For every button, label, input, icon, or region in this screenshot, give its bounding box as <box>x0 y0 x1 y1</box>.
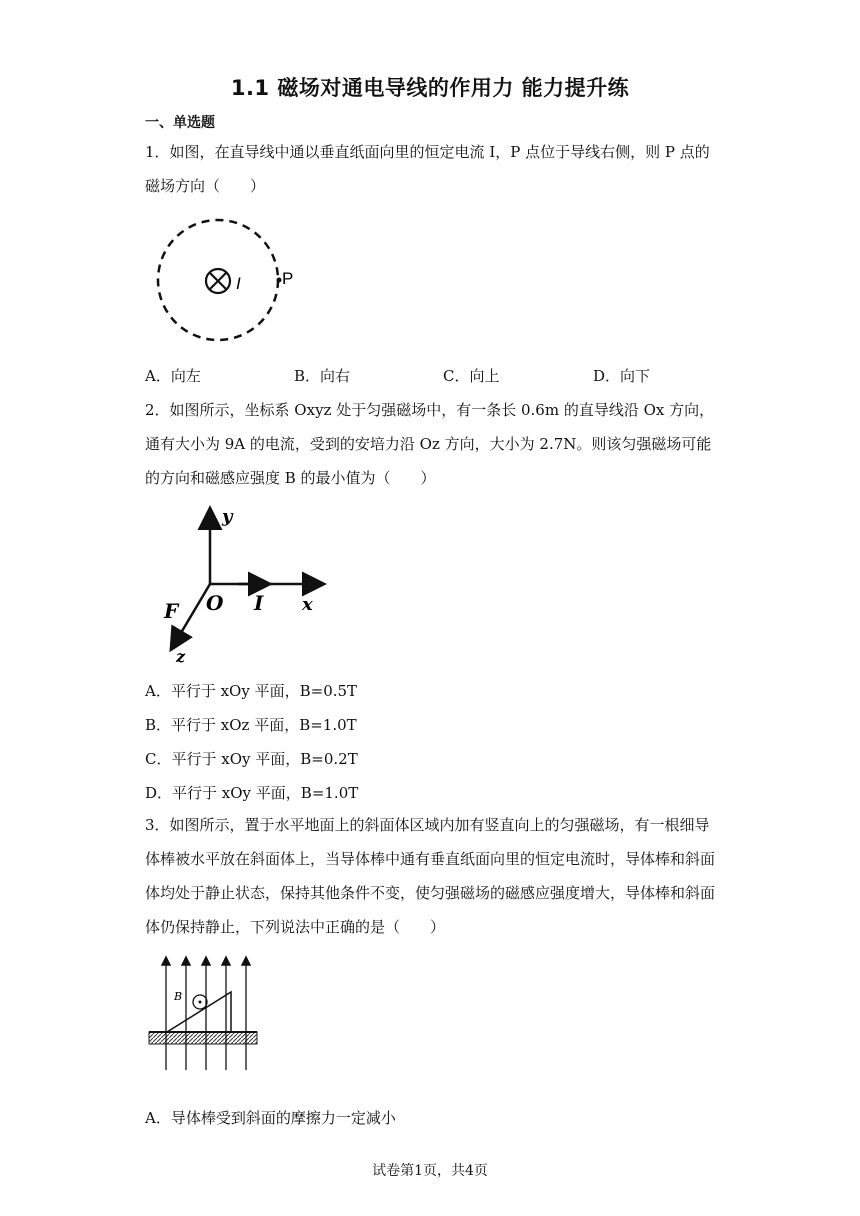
question-1-text: 1．如图，在直导线中通以垂直纸面向里的恒定电流 I，P 点位于导线右侧，则 P 点的磁场方向（ ） <box>145 143 710 195</box>
x-label: x <box>302 594 313 615</box>
question-2-figure <box>150 500 340 668</box>
ground <box>149 1032 257 1044</box>
question-3-figure <box>145 950 265 1075</box>
point-p <box>277 278 282 283</box>
q1-option-c: C．向上 <box>443 367 500 385</box>
field-label: B <box>174 990 183 1003</box>
q1-option-a: A．向左 <box>145 367 201 385</box>
section-heading: 一、单选题 <box>145 115 215 131</box>
z-label: z <box>176 647 186 666</box>
y-label: y <box>222 506 233 527</box>
q2-option-c: C．平行于 xOy 平面，B=0.2T <box>145 750 358 768</box>
q1-option-b: B．向右 <box>294 367 351 385</box>
page-title: 1.1 磁场对通电导线的作用力 能力提升练 <box>230 76 630 100</box>
page-footer: 试卷第1页，共4页 <box>372 1163 488 1179</box>
q2-option-a: A．平行于 xOy 平面，B=0.5T <box>145 682 358 700</box>
q2-option-d: D．平行于 xOy 平面，B=1.0T <box>145 784 359 802</box>
question-2-text: 2．如图所示，坐标系 Oxyz 处于匀强磁场中，有一条长 0.6m 的直导线沿 Ox 方向，通有大小为 9A 的电流，受到的安培力沿 Oz 方向，大小为 2.7N。则该匀强磁场可能的方向和磁感应强度 B 的最小值为（ ） <box>145 401 715 487</box>
q1-option-d: D．向下 <box>593 367 651 385</box>
force-label: F <box>164 599 179 623</box>
current-label: I <box>236 274 241 293</box>
q3-option-a: A．导体棒受到斜面的摩擦力一定减小 <box>145 1109 396 1127</box>
origin-label: O <box>206 591 224 615</box>
question-3-text: 3．如图所示，置于水平地面上的斜面体区域内加有竖直向上的匀强磁场，有一根细导体棒被水平放在斜面体上，当导体棒中通有垂直纸面向里的恒定电流时，导体棒和斜面体均处于静止状态，保持其他条件不变，使匀强磁场的磁感应强度增大，导体棒和斜面体仍保持静止，下列说法中正确的是（ ） <box>145 816 716 936</box>
point-p-label: P <box>282 269 294 288</box>
question-1-figure <box>150 210 300 350</box>
q2-option-b: B．平行于 xOz 平面，B=1.0T <box>145 716 357 734</box>
current-label: I <box>254 591 264 615</box>
